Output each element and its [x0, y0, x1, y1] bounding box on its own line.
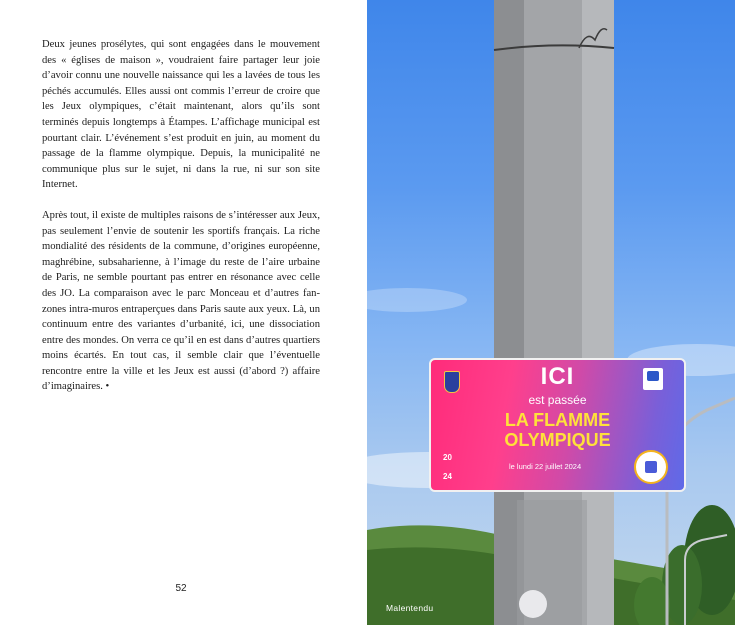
olympic-flame-sign [429, 358, 686, 492]
sign-headline-line-1: LA FLAMME [504, 410, 611, 430]
paris-2024-logo-icon [443, 452, 481, 486]
left-page [0, 0, 367, 625]
photo-scene [367, 0, 735, 625]
logo-year-bottom: 24 [443, 472, 452, 481]
body-text [42, 37, 320, 410]
paragraph-1: Deux jeunes prosélytes, qui sont engagées dans le mouvement des « églises de maison », voudraient faire partager leur joie d’avoir connu une nouvelle naissance qui les a lavées de tous les péchés accumulés. Elles aussi ont commis l’erreur de croire que les Jeux olympiques, c’était maintenant, alors qu’ils sont terminés depuis longtemps à Étampes. L’affichage municipal est pourtant clair. L’événement s’est produit en juin, au moment du passage de la flamme olympique. Depuis, la municipalité ne communique plus sur le sujet, ni dans la rue, ni sur son site Internet. [42, 39, 320, 191]
photo-olympic-flame-sign [367, 0, 735, 625]
page-number: 52 [175, 583, 187, 594]
sign-subtitle: est passée [528, 393, 587, 407]
paragraph-2: Après tout, il existe de multiples raisons de s’intéresser aux Jeux, pas seulement l’envie de soutenir les sportifs français. La riche mondialité des résidents de la commune, d’origines européenne, maghrébine, subsaharienne, à l’image du reste de l’aire urbaine de Paris, ne semble pourtant pas entrer en résonance avec celle des JO. La comparaison avec le parc Monceau et d’autres fan-zones intra-muros entraperçues dans Paris saute aux yeux. Là, un continuum entre des variantes d’urbanité, ici, une dissociation entre des mondes. On verra ce qu’il en est dans d’autres quartiers moins écartés. En tout cas, il semble clair que l’éventuelle rencontre entre la ville et les Jeux est aussi (d’abord ?) affaire d’imaginaires. • [42, 209, 320, 393]
sign-title: ICI [540, 363, 575, 390]
sign-headline-line-2: OLYMPIQUE [504, 430, 611, 450]
sign-date: le lundi 22 juillet 2024 [509, 462, 582, 471]
photo-credit: Malentendu [386, 603, 434, 613]
sign-headline [431, 410, 684, 450]
label-badge-icon [634, 450, 668, 484]
logo-year-top: 20 [443, 453, 452, 462]
